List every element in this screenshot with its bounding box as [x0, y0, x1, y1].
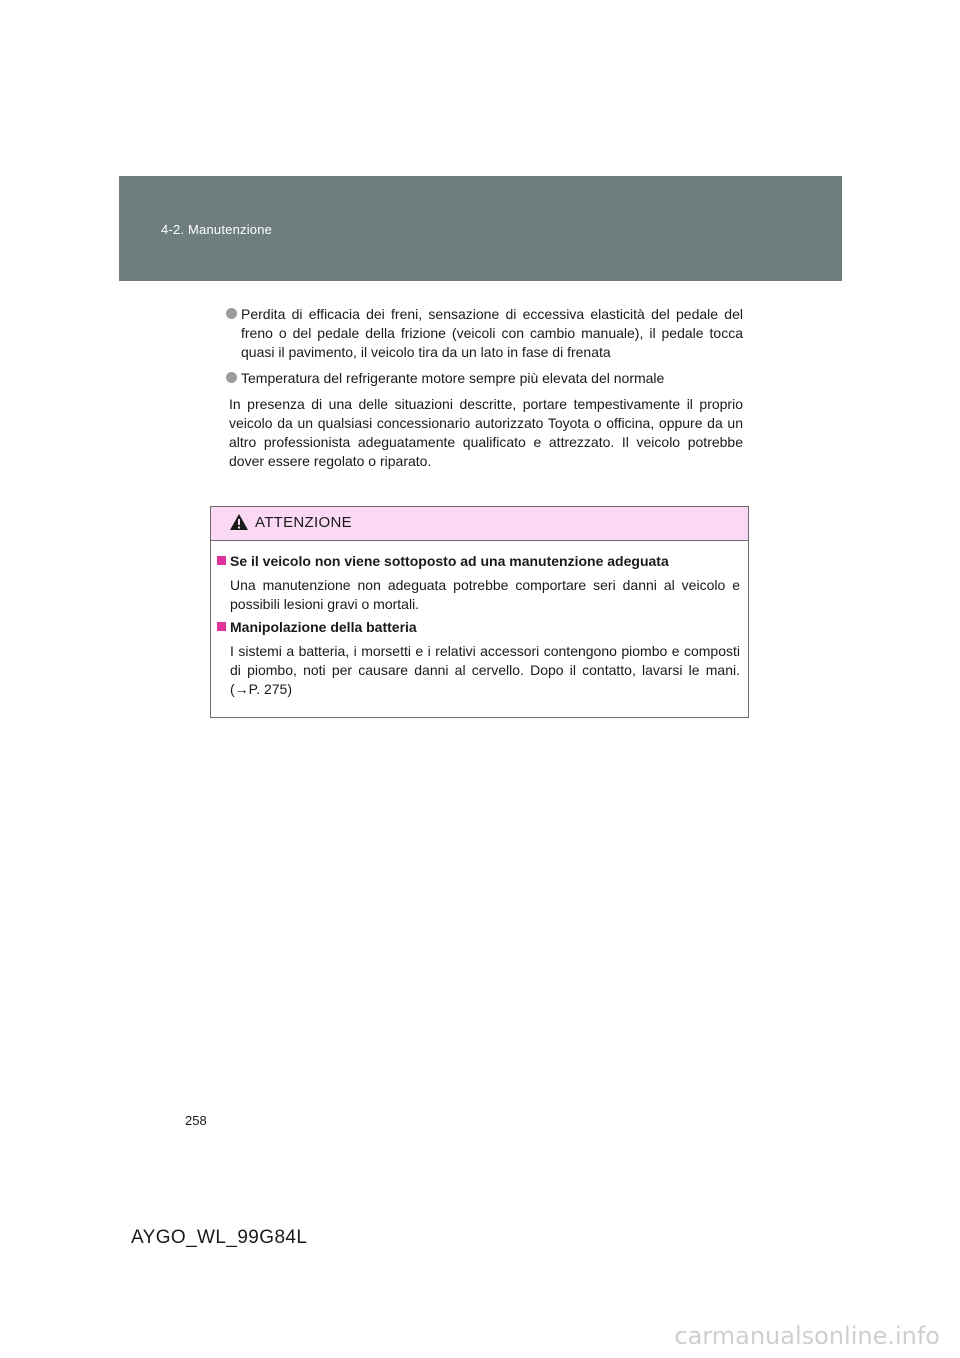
warning-item — [217, 618, 740, 699]
list-item — [229, 305, 743, 362]
watermark: carmanualsonline.info — [674, 1322, 940, 1350]
bullet-dot-icon — [226, 372, 237, 383]
warning-title: ATTENZIONE — [255, 514, 352, 531]
section-header-band — [119, 176, 842, 281]
square-bullet-icon — [217, 622, 226, 631]
warning-item-text: Una manutenzione non adeguata potrebbe comportare seri danni al veicolo e possibili lesioni gravi o mortali. — [230, 577, 740, 612]
bullet-dot-icon — [226, 308, 237, 319]
warning-box — [210, 506, 749, 718]
section-title: 4-2. Manutenzione — [161, 222, 273, 237]
warning-header — [211, 507, 748, 541]
warning-item-heading-text: Manipolazione della batteria — [230, 619, 417, 635]
warning-item-text: I sistemi a batteria, i morsetti e i relativi accessori contengono piombo e composti di piombo, noti per causare danni al cervello. Dopo il contatto, lavarsi le mani. (→P. 275) — [230, 643, 740, 697]
manual-code: AYGO_WL_99G84L — [131, 1227, 308, 1248]
page-number: 258 — [185, 1113, 207, 1128]
list-item-text: Temperatura del refrigerante motore sempre più elevata del normale — [241, 370, 665, 386]
warning-item — [217, 552, 740, 614]
body-paragraph: In presenza di una delle situazioni descritte, portare tempestivamente il proprio veicolo da un qualsiasi concessionario autorizzato Toyota o officina, oppure da un altro professionista adeguatamente qualificato e attrezzato. Il veicolo potrebbe dover essere regolato o riparato. — [229, 396, 743, 469]
warning-body — [211, 541, 748, 699]
list-item-text: Perdita di efficacia dei freni, sensazione di eccessiva elasticità del pedale del freno o del pedale della frizione (veicoli con cambio manuale), il pedale tocca quasi il pavimento, il veicolo tira da un lato in fase di frenata — [241, 306, 743, 360]
list-item — [229, 369, 743, 388]
warning-item-heading — [217, 618, 740, 637]
warning-item-heading — [217, 552, 740, 571]
warning-item-heading-text: Se il veicolo non viene sottoposto ad una manutenzione adeguata — [230, 553, 669, 569]
square-bullet-icon — [217, 556, 226, 565]
main-content — [229, 305, 743, 471]
warning-triangle-icon — [229, 513, 249, 531]
